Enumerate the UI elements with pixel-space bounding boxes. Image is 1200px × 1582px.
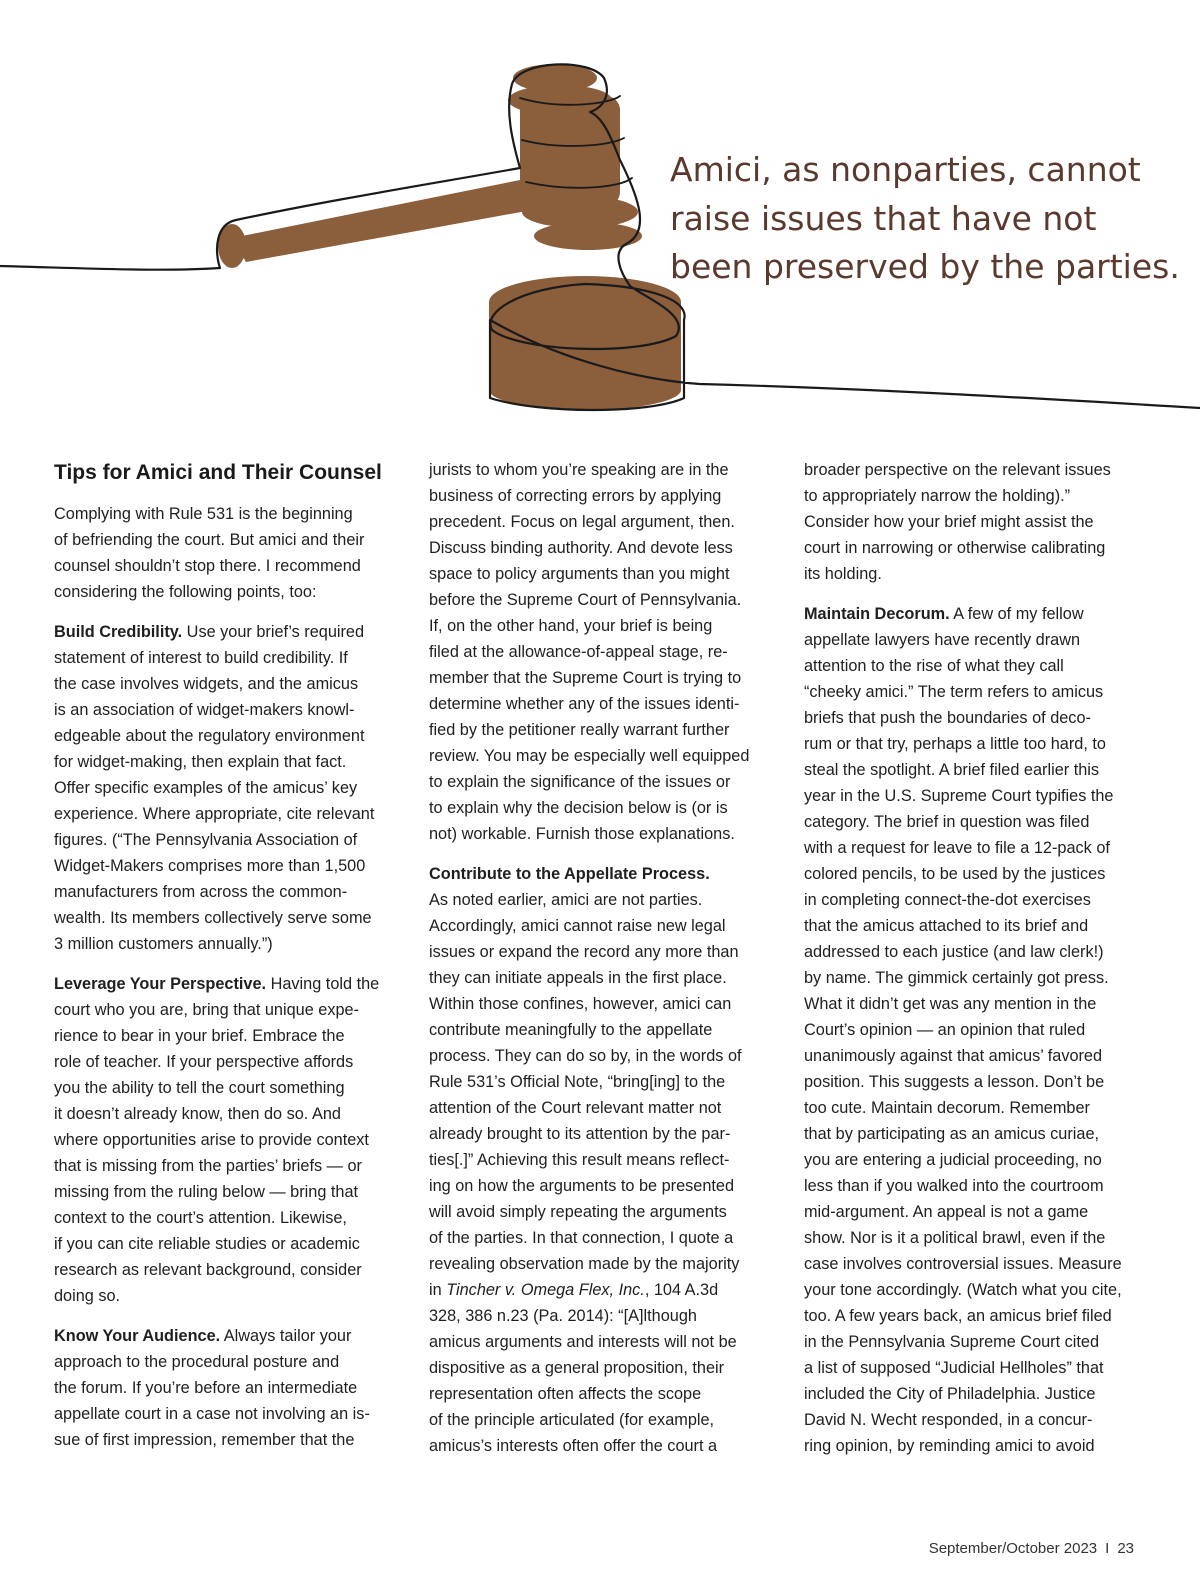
- know-audience-continued: jurists to whom you’re speaking are in the business of correcting errors by applying precedent. Focus on legal argument, then. Discuss binding authority. And devote less space to policy arguments than you might before the Supreme Court of Pennsylvania. If, on the other hand, your brief is being filed at the allowance-of-appeal stage, re- member that the Supreme Court is trying to determine whether any of the issues identi- fied by the petitioner really warrant further review. You may be especially well equipped to explain the significance of the issues or to explain why the decision below is (or is not) workable. Furnish those explanations.: [429, 461, 750, 843]
- case-citation: Tincher v. Omega Flex, Inc.: [446, 1281, 645, 1299]
- gavel-icon: [218, 64, 681, 410]
- know-audience-paragraph: Know Your Audience. Always tailor your approach to the procedural posture and the forum. If you’re before an intermediate appellate court in a case not involving an is- sue of first impression, remember that the: [54, 1327, 370, 1449]
- intro-paragraph: Complying with Rule 531 is the beginning of befriending the court. But amici and their counsel shouldn’t stop there. I recommend considering the following points, too:: [54, 505, 365, 601]
- section-heading: Tips for Amici and Their Counsel: [54, 461, 382, 484]
- page-footer: [929, 1540, 1134, 1557]
- pull-quote-line: Amici, as nonparties, cannot: [670, 150, 1141, 189]
- tip-title: Contribute to the Appellate Process.: [429, 865, 710, 883]
- tip-title: Maintain Decorum.: [804, 605, 950, 623]
- build-credibility-paragraph: Build Credibility. Use your brief’s required statement of interest to build credibility. If the case involves widgets, and the amicus is an association of widget-makers knowl- edgeable about the regulatory environment for widget-making, then explain that fact. Offer specific examples of the amicus’ key experience. Where appropriate, cite relevant figures. (“The Pennsylvania Association of Widget-Makers comprises more than 1,500 manufacturers from across the common- wealth. Its members collectively serve some 3 million customers annually.”): [54, 623, 375, 953]
- pull-quote: [670, 146, 1180, 292]
- article-column-2: [429, 457, 779, 1473]
- leverage-perspective-paragraph: Leverage Your Perspective. Having told the court who you are, bring that unique expe- rience to bear in your brief. Embrace the role of teacher. If your perspective affords you the ability to tell the court something it doesn’t already know, then do so. And where opportunities arise to provide context that is missing from the parties’ briefs — or missing from the ruling below — bring that context to the court’s attention. Likewise, if you can cite reliable studies or academic research as relevant background, consider doing so.: [54, 975, 380, 1305]
- tip-title: Leverage Your Perspective.: [54, 975, 267, 993]
- tip-title: Build Credibility.: [54, 623, 183, 641]
- maintain-decorum-paragraph: Maintain Decorum. A few of my fellow appellate lawyers have recently drawn attention to the rise of what they call “cheeky amici.” The term refers to amicus briefs that push the boundaries of deco- rum or that try, perhaps a little too hard, to steal the spotlight. A brief filed earlier this year in the U.S. Supreme Court typifies the category. The brief in question was filed with a request for leave to file a 12-pack of colored pencils, to be used by the justices in completing connect-the-dot exercises that the amicus attached to its brief and addressed to each justice (and law clerk!) by name. The gimmick certainly got press. What it didn’t get was any mention in the Court’s opinion — an opinion that ruled unanimously against that amicus’ favored position. This suggests a lesson. Don’t be too cute. Maintain decorum. Remember that by participating as an amicus curiae, you are entering a judicial proceeding, no less than if you walked into the courtroom mid-argument. An appeal is not a game show. Nor is it a political brawl, even if the case involves controversial issues. Measure your tone accordingly. (Watch what you cite, too. A few years back, an amicus brief filed in the Pennsylvania Supreme Court cited a list of supposed “Judicial Hellholes” that included the City of Philadelphia. Justice David N. Wecht responded, in a concur- ring opinion, by reminding amici to avoid: [804, 605, 1122, 1455]
- contribute-paragraph: Contribute to the Appellate Process. As noted earlier, amici are not parties. Accordingly, amici cannot raise new legal issues or expand the record any more than they can initiate appeals in the first place. Within those confines, however, amici can contribute meaningfully to the appellate process. They can do so by, in the words of Rule 531’s Official Note, “bring[ing] to the attention of the Court relevant matter not already brought to its attention by the par- ties[.]” Achieving this result means reflect- ing on how the arguments to be presented will avoid simply repeating the arguments of the parties. In that connection, I quote a revealing observation made by the majority in Tincher v. Omega Flex, Inc., 104 A.3d 328, 386 n.23 (Pa. 2014): “[A]lthough amicus arguments and interests will not be dispositive as a general proposition, their representation often affects the scope of the principle articulated (for example, amicus’s interests often offer the court a: [429, 865, 742, 1455]
- contribute-continued: broader perspective on the relevant issues to appropriately narrow the holding).” Consider how your brief might assist the court in narrowing or otherwise calibrating its holding.: [804, 461, 1111, 583]
- page-number: 23: [1117, 1540, 1134, 1557]
- footer-separator: I: [1105, 1540, 1110, 1557]
- article-column-1: [54, 457, 404, 1467]
- pull-quote-line: been preserved by the parties.: [670, 247, 1180, 286]
- tip-title: Know Your Audience.: [54, 1327, 221, 1345]
- article-column-3: [804, 457, 1154, 1473]
- issue-date: September/October 2023: [928, 1540, 1098, 1557]
- pull-quote-line: raise issues that have not: [670, 198, 1097, 238]
